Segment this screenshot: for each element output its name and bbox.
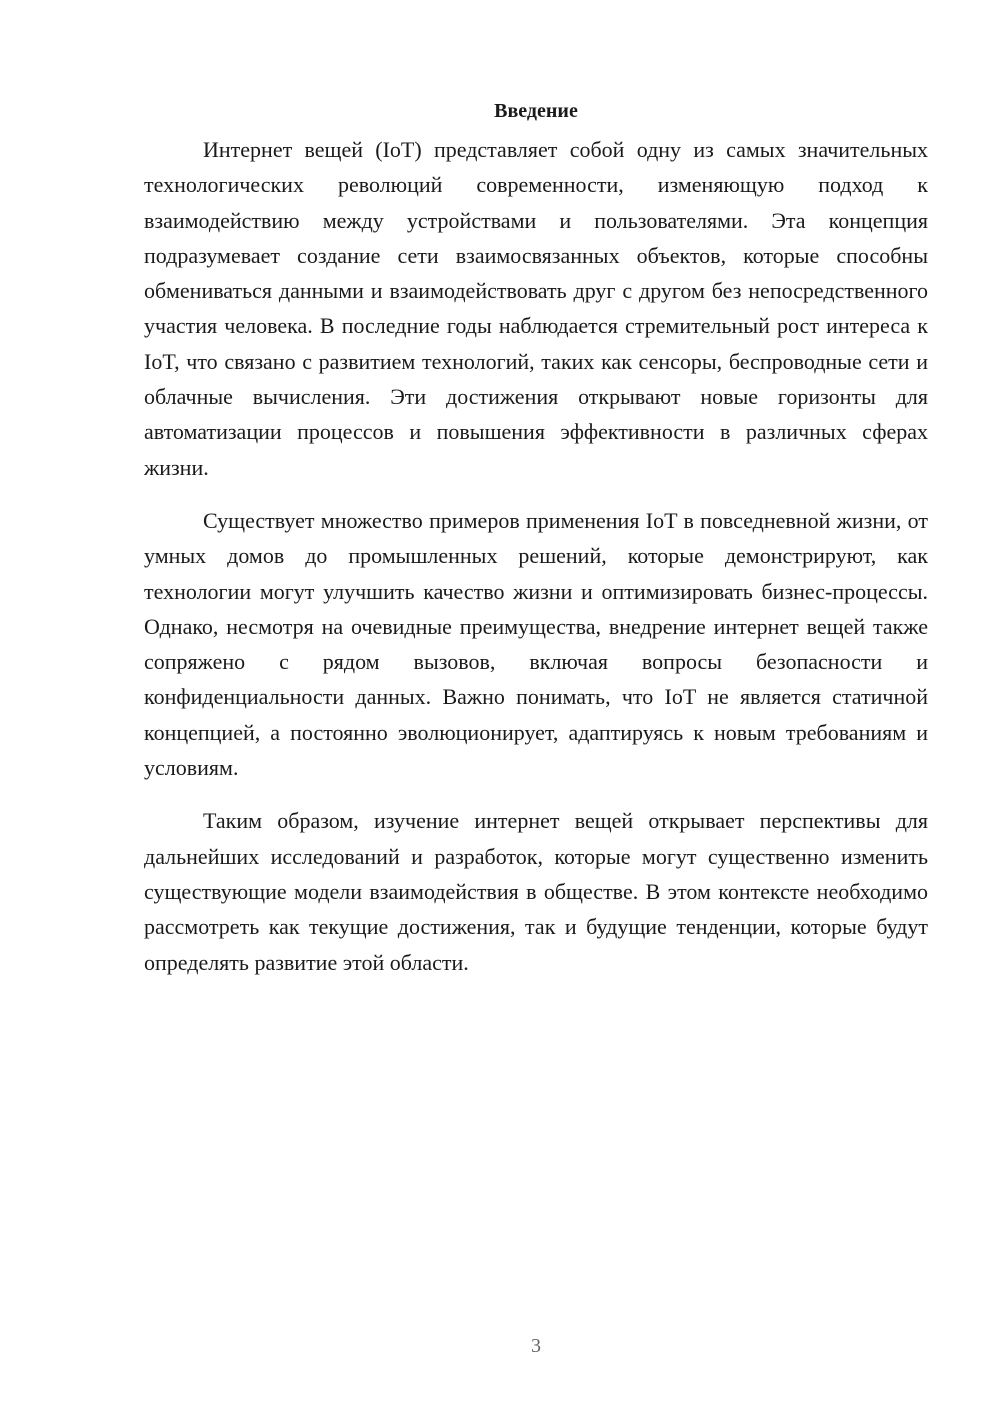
paragraph-1: Интернет вещей (IoT) представляет собой одну из самых значительных технологических революций современности, изменяющую подход к взаимодействию между устройствами и пользователями. Эта концепция подразумевает создание сети взаимосвязанных объектов, которые способны обмениваться данными и взаимодействовать друг с другом без непосредственного участия человека. В последние годы наблюдается стремительный рост интереса к IoT, что связано с развитием технологий, таких как сенсоры, беспроводные сети и облачные вычисления. Эти достижения открывают новые горизонты для автоматизации процессов и повышения эффективности в различных сферах жизни. xyxy=(144,137,928,480)
page-number: 3 xyxy=(531,1335,541,1357)
section-title: Введение xyxy=(494,100,578,122)
paragraph-3: Таким образом, изучение интернет вещей открывает перспективы для дальнейших исследований и разработок, которые могут существенно изменить существующие модели взаимодействия в обществе. В этом контексте необходимо рассмотреть как текущие достижения, так и будущие тенденции, которые будут определять развитие этой области. xyxy=(144,808,928,975)
paragraph-2: Существует множество примеров применения IoT в повседневной жизни, от умных домов до промышленных решений, которые демонстрируют, как технологии могут улучшить качество жизни и оптимизировать бизнес-процессы. Однако, несмотря на очевидные преимущества, внедрение интернет вещей также сопряжено с рядом вызовов, включая вопросы безопасности и конфиденциальности данных. Важно понимать, что IoT не является статичной концепцией, а постоянно эволюционирует, адаптируясь к новым требованиям и условиям. xyxy=(144,507,928,781)
page-content xyxy=(144,96,928,980)
